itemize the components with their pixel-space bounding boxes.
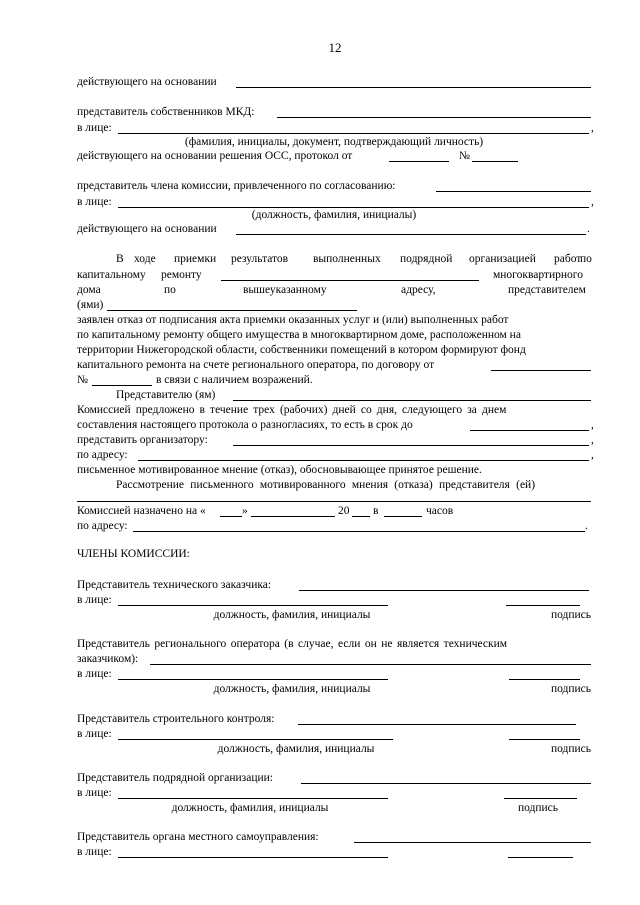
p1-word: выполненных — [313, 253, 381, 265]
p1-word: работ — [554, 253, 582, 265]
local-gov-label: Представитель органа местного самоуправления: — [77, 831, 319, 843]
mkd-rep-label: представитель собственников МКД: — [77, 106, 255, 118]
dot: . — [587, 223, 590, 235]
commission-in-person-blank[interactable] — [118, 207, 589, 208]
construction-in-person-label: в лице: — [77, 728, 112, 740]
day-blank[interactable] — [220, 516, 242, 517]
month-blank[interactable] — [251, 516, 335, 517]
p1-word: ремонту — [161, 269, 202, 281]
p2-line: составления настоящего протокола о разногласиях, то есть в срок до — [77, 419, 413, 431]
p1-word: вышеуказанному — [243, 284, 327, 296]
p1-word: подрядной — [400, 253, 453, 265]
contractor-label: Представитель подрядной организации: — [77, 772, 273, 784]
signature-caption: подпись — [550, 743, 592, 755]
p1-line: капитального ремонта на счете регионального оператора, по договору от — [77, 359, 435, 371]
regional-op-blank[interactable] — [150, 664, 591, 665]
contract-date-blank[interactable] — [491, 370, 591, 371]
representative-blank[interactable] — [107, 310, 357, 311]
p1-word: по — [164, 284, 176, 296]
p1-line: в связи с наличием возражений. — [156, 374, 313, 386]
p2-line: Представителю (ям) — [116, 389, 216, 401]
p2-line: письменное мотивированное мнение (отказ), обосновывающее принятое решение. — [77, 464, 482, 476]
tech-customer-label: Представитель технического заказчика: — [77, 579, 272, 591]
regional-in-person-label: в лице: — [77, 668, 112, 680]
comma: , — [591, 122, 594, 134]
comma: , — [591, 449, 594, 461]
p1-word: капитальному — [77, 269, 146, 281]
commission-in-person-label: в лице: — [77, 196, 112, 208]
acting-basis-label: действующего на основании — [77, 76, 217, 88]
p3-word: в — [373, 505, 379, 517]
commission-rep-label: представитель члена комиссии, привлеченного по согласованию: — [77, 180, 396, 192]
representative3-blank[interactable] — [77, 501, 591, 502]
p2-line: представить организатору: — [77, 434, 208, 446]
p3-line: Комиссией назначено на « — [77, 505, 206, 517]
p1-line: (ями) — [77, 299, 104, 311]
tech-customer-blank[interactable] — [299, 590, 589, 591]
tech-in-person-label: в лице: — [77, 594, 112, 606]
pos-fio-caption: должность, фамилия, инициалы — [171, 802, 329, 814]
p1-word: многоквартирного — [493, 269, 583, 281]
tech-in-person-blank[interactable] — [118, 605, 388, 606]
tech-signature-blank[interactable] — [506, 605, 580, 606]
regional-op-label-cont: заказчиком): — [77, 653, 139, 665]
mkd-in-person-blank[interactable] — [118, 133, 589, 134]
construction-control-blank[interactable] — [298, 724, 576, 725]
p1-word: представителем — [508, 284, 586, 296]
regional-signature-blank[interactable] — [509, 679, 580, 680]
p3-word: 20 — [338, 505, 350, 517]
pos-fio-caption: должность, фамилия, инициалы — [217, 743, 375, 755]
fio-doc-hint: (фамилия, инициалы, документ, подтверждающий личность) — [184, 136, 484, 148]
regional-in-person-blank[interactable] — [118, 679, 388, 680]
local-gov-blank[interactable] — [354, 842, 591, 843]
p1-word: приемки — [174, 253, 217, 265]
contractor-signature-blank[interactable] — [504, 798, 577, 799]
contract-number-blank[interactable] — [92, 385, 152, 386]
comma: , — [591, 434, 594, 446]
pos-fio-caption: должность, фамилия, инициалы — [213, 609, 371, 621]
p1-word: В — [116, 253, 124, 265]
mkd-rep-blank[interactable] — [277, 117, 591, 118]
year-blank[interactable] — [352, 516, 370, 517]
signature-caption: подпись — [517, 802, 559, 814]
p2-line: Комиссией предложено в течение трех (рабочих) дней со дня, следующего за днем — [77, 404, 507, 416]
p3-word: » — [242, 505, 248, 517]
hour-blank[interactable] — [384, 516, 422, 517]
comma: , — [591, 196, 594, 208]
p1-word: результатов — [231, 253, 289, 265]
members-heading: ЧЛЕНЫ КОМИССИИ: — [77, 548, 190, 560]
oss-basis-label: действующего на основании решения ОСС, протокол от — [77, 150, 353, 162]
p1-word: адресу, — [401, 284, 436, 296]
contractor-in-person-label: в лице: — [77, 787, 112, 799]
repair-object-blank[interactable] — [221, 280, 479, 281]
p1-word: по — [580, 253, 592, 265]
pos-fio-hint: (должность, фамилия, инициалы) — [251, 209, 417, 221]
local-gov-in-person-blank[interactable] — [118, 857, 388, 858]
meeting-address-blank[interactable] — [133, 531, 585, 532]
commission-acting-basis-label: действующего на основании — [77, 223, 217, 235]
oss-no-sign: № — [459, 150, 470, 162]
construction-control-label: Представитель строительного контроля: — [77, 713, 275, 725]
p1-line: территории Нижегородской области, собственники помещений в котором формируют фонд — [77, 344, 526, 356]
local-gov-signature-blank[interactable] — [508, 857, 573, 858]
representative2-blank[interactable] — [233, 400, 591, 401]
construction-signature-blank[interactable] — [509, 739, 580, 740]
deadline-blank[interactable] — [470, 430, 589, 431]
comma: , — [591, 419, 594, 431]
dot: . — [585, 520, 588, 532]
commission-rep-blank[interactable] — [436, 191, 591, 192]
p1-line: заявлен отказ от подписания акта приемки оказанных услуг и (или) выполненных работ — [77, 314, 509, 326]
page-number: 12 — [328, 40, 342, 55]
contract-no-sign: № — [77, 374, 88, 386]
organizer-blank[interactable] — [233, 445, 589, 446]
contractor-in-person-blank[interactable] — [118, 798, 388, 799]
p3-line: Рассмотрение письменного мотивированного мнения (отказа) представителя (ей) — [116, 479, 536, 491]
p3-line: по адресу: — [77, 520, 128, 532]
mkd-in-person-label: в лице: — [77, 122, 112, 134]
p1-word: организацией — [469, 253, 536, 265]
commission-acting-basis-blank[interactable] — [236, 234, 586, 235]
signature-caption: подпись — [550, 609, 592, 621]
organizer-address-blank[interactable] — [138, 460, 589, 461]
local-gov-in-person-label: в лице: — [77, 846, 112, 858]
contractor-blank[interactable] — [301, 783, 591, 784]
p2-line: по адресу: — [77, 449, 128, 461]
p3-word: часов — [426, 505, 454, 517]
p1-word: ходе — [134, 253, 156, 265]
signature-caption: подпись — [550, 683, 592, 695]
regional-op-label: Представитель регионального оператора (в случае, если он не является техническим — [77, 638, 508, 650]
oss-date-blank[interactable] — [389, 161, 449, 162]
p1-word: дома — [77, 284, 101, 296]
pos-fio-caption: должность, фамилия, инициалы — [213, 683, 371, 695]
oss-number-blank[interactable] — [472, 161, 518, 162]
p1-line: по капитальному ремонту общего имущества в многоквартирном доме, расположенном на — [77, 329, 521, 341]
construction-in-person-blank[interactable] — [118, 739, 393, 740]
acting-basis-blank[interactable] — [236, 87, 591, 88]
